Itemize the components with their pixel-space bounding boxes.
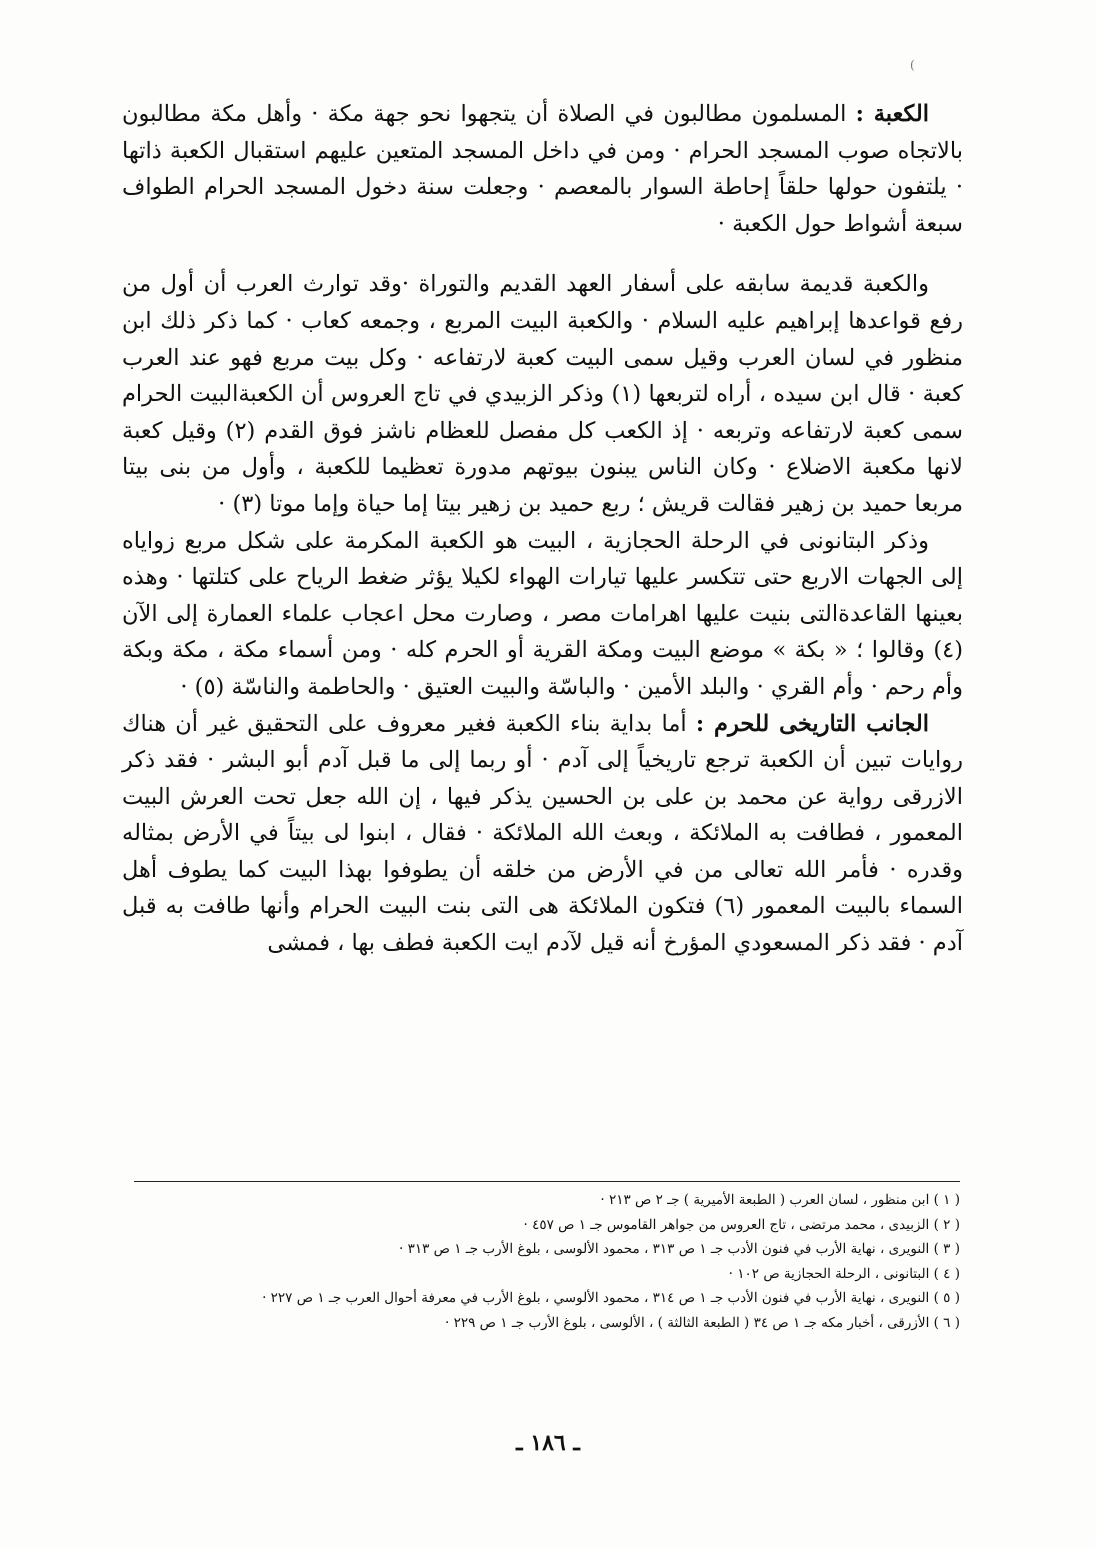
page-number: ـ ١٨٦ ـ: [516, 1430, 580, 1456]
footnote-3: ( ٣ ) النويرى ، نهاية الأرب في فنون الأدب جـ ١ ص ٣١٣ ، محمود الألوسى ، بلوغ الأرب جـ ١ ص ٣١٣ ·: [398, 1241, 960, 1258]
paragraph-batanouni: [122, 523, 963, 706]
footnote-5: ( ٥ ) النويرى ، نهاية الأرب في فنون الأدب جـ ١ ص ٣١٤ ، محمود الألوسي ، بلوغ الأرب في معرفة أحوال العرب جـ ١ ص ٢٢٧ ·: [262, 1290, 960, 1307]
paragraph-lead: الجانب التاريخى للحرم :: [695, 710, 929, 737]
paragraph-text: أما بداية بناء الكعبة فغير معروف على التحقيق غير أن هناك روايات تبين أن الكعبة ترجع تاريخياً إلى آدم · أو ربما إلى ما قبل آدم أبو البشر · فقد ذكر الازرقى رواية عن محمد بن على بن الحسين يذكر فيها ، إن الله جعل تحت العرش البيت المعمور ، فطافت به الملائكة ، وبعث الله الملائكة · فقال ، ابنوا لى بيتاً في الأرض بمثاله وقدره · فأمر الله تعالى من في الأرض من خلقه أن يطوفوا بهذا البيت كما يطوف أهل السماء بالبيت المعمور (٦) فتكون الملائكة هى التى بنت البيت الحرام وأنها طافت به قبل آدم · فقد ذكر المسعودي المؤرخ أنه قيل لآدم ايت الكعبة فطف بها ، فمشى: [122, 710, 963, 957]
body-text: [122, 96, 963, 962]
paragraph-ancient-kaaba: [122, 266, 963, 522]
footnote-2: ( ٢ ) الزبيدى ، محمد مرتضى ، تاج العروس من جواهر القاموس جـ ١ ص ٤٥٧ ·: [523, 1216, 960, 1233]
footnote-1: ( ١ ) ابن منظور ، لسان العرب ( الطبعة الأميرية ) جـ ٢ ص ٢١٣ ·: [600, 1192, 960, 1208]
footnote-divider: [134, 1181, 960, 1182]
paragraph-lead: الكعبة :: [855, 101, 929, 127]
paragraph-kaaba: [122, 96, 963, 242]
footnote-6: ( ٦ ) الأزرقى ، أخبار مكه جـ ١ ص ٣٤ ( الطبعة الثالثة ) ، الألوسى ، بلوغ الأرب جـ ١ ص ٢٢٩ ·: [445, 1314, 960, 1331]
footnote-4: ( ٤ ) البتانونى ، الرحلة الحجازية ص ١٠٢ ·: [728, 1265, 960, 1282]
paragraph-text: المسلمون مطالبون في الصلاة أن يتجهوا نحو جهة مكة · وأهل مكة مطالبون بالاتجاه صوب المسجد الحرام · ومن في داخل المسجد المتعين عليهم استقبال الكعبة ذاتها · يلتفون حولها حلقاً إحاطة السوار بالمعصم · وجعلت سنة دخول المسجد الحرام الطواف سبعة أشواط حول الكعبة ·: [122, 101, 963, 237]
footnotes: [120, 1188, 960, 1336]
corner-mark: (: [910, 58, 915, 72]
paragraph-text: والكعبة قديمة سابقه على أسفار العهد القديم والتوراة ·وقد توارث العرب أن أول من رفع قواعدها إبراهيم عليه السلام · والكعبة البيت المربع ، وجمعه كعاب · كما ذكر ذلك ابن منظور في لسان العرب وقيل سمى البيت كعبة لارتفاعه · وكل بيت مربع فهو عند العرب كعبة · قال ابن سيده ، أراه لتربعها (١) وذكر الزبيدي في تاج العروس أن الكعبةالبيت الحرام سمى كعبة لارتفاعه وتربعه · إذ الكعب كل مفصل للعظام ناشز فوق القدم (٢) وقيل كعبة لانها مكعبة الاضلاع · وكان الناس يبنون بيوتهم مدورة تعظيما للكعبة ، وأول من بنى بيتا مربعا حميد بن زهير فقالت قريش ؛ ربع حميد بن زهير بيتا إما حياة وإما موتا (٣) ·: [122, 271, 963, 517]
paragraph-history: [122, 706, 963, 962]
paragraph-text: وذكر البتانونى في الرحلة الحجازية ، البيت هو الكعبة المكرمة على شكل مربع زواياه إلى الجهات الاربع حتى تتكسر عليها تيارات الهواء لكيلا يؤثر ضغط الرياح على كتلتها · وهذه بعينها القاعدةالتى بنيت عليها اهرامات مصر ، وصارت محل اعجاب علماء العمارة إلى الآن (٤) وقالوا ؛ « بكة » موضع البيت ومكة القرية أو الحرم كله · ومن أسماء مكة ، مكة وبكة وأم رحم · وأم القري · والبلد الأمين · والباسّة والبيت العتيق · والحاطمة والناسّة (٥) ·: [122, 527, 963, 700]
